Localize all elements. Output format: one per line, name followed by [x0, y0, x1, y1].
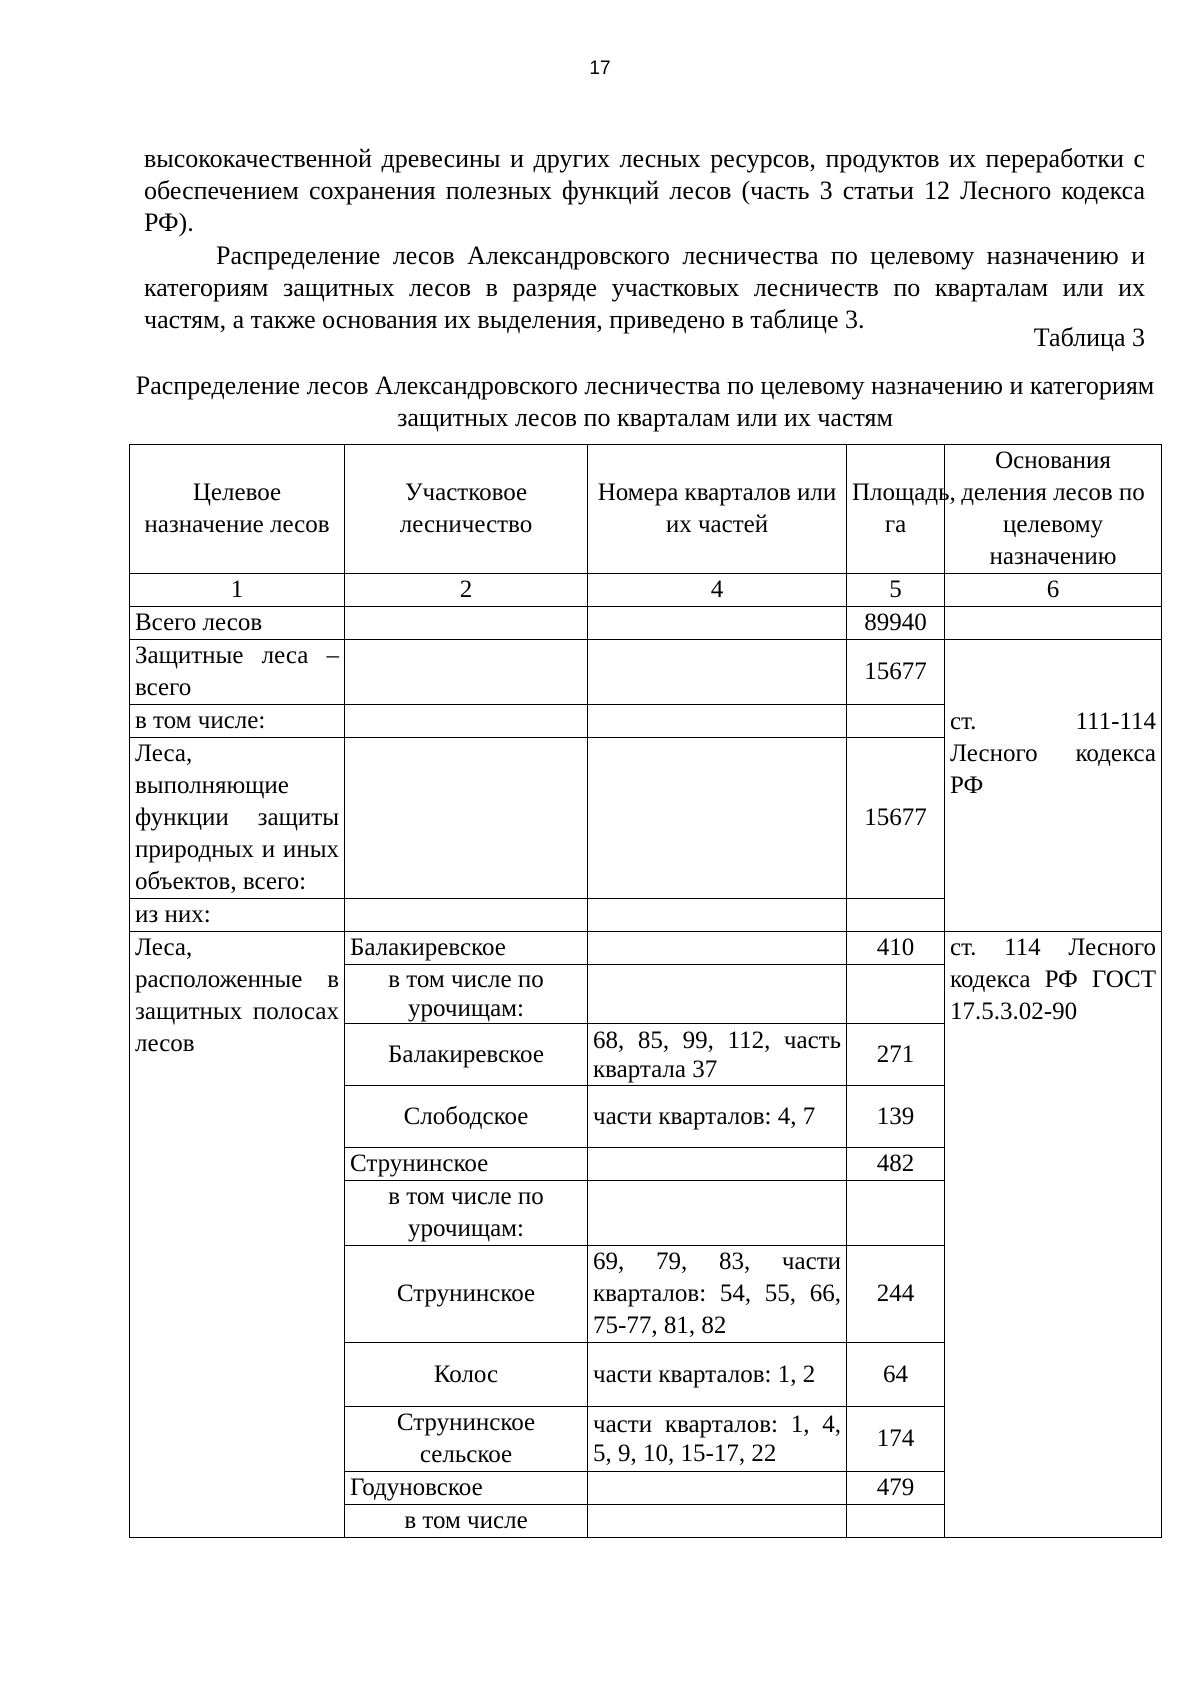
- area-cell: [847, 965, 945, 1024]
- basis-protective-strips: ст. 114 Лесного кодекса РФ ГОСТ 17.5.3.02-90: [945, 932, 1162, 1538]
- row-label-protective: Защитные леса – всего: [130, 640, 345, 705]
- district-cell: Струнинское: [345, 1148, 588, 1181]
- paragraph-distribution: Распределение лесов Александровского лесничества по целевому назначению и категориям защитных лесов в разряде участковых лесничеств по кварталам или их частям, а также основания их выделения, приведено в таблице 3.: [144, 241, 1145, 334]
- column-number-row: [130, 574, 1162, 607]
- basis-text: ст. 111-114 Лесного кодекса РФ: [950, 708, 1156, 799]
- empty-cell: [945, 607, 1162, 640]
- empty-cell: [345, 705, 588, 738]
- empty-cell: [588, 640, 847, 705]
- quarters-cell: части кварталов: 1, 2: [588, 1343, 847, 1407]
- table-row: [130, 640, 1162, 705]
- area-cell: 271: [847, 1024, 945, 1086]
- quarters-cell: [588, 965, 847, 1024]
- quarters-cell: части кварталов: 4, 7: [588, 1086, 847, 1148]
- table-title: Распределение лесов Александровского лесничества по целевому назначению и категориям защитных лесов по кварталам или их частям: [135, 371, 1155, 432]
- district-cell: Колос: [345, 1343, 588, 1407]
- empty-cell: [588, 607, 847, 640]
- row-label-including: в том числе:: [130, 705, 345, 738]
- quarters-cell: [588, 1181, 847, 1246]
- column-number: 5: [847, 574, 945, 607]
- header-purpose: Целевое назначение лесов: [130, 445, 345, 574]
- empty-cell: [588, 738, 847, 899]
- column-number: 2: [345, 574, 588, 607]
- area-cell: 410: [847, 932, 945, 965]
- area-cell: 139: [847, 1086, 945, 1148]
- district-cell: Струнинское: [345, 1246, 588, 1343]
- header-district: Участковое лесничество: [345, 445, 588, 574]
- basis-cell: [945, 640, 1162, 932]
- row-label-total: Всего лесов: [130, 607, 345, 640]
- district-cell: в том числе по урочищам:: [345, 1181, 588, 1246]
- quarters-cell: [588, 932, 847, 965]
- empty-cell: [588, 899, 847, 932]
- district-cell: Струнинское сельское: [345, 1407, 588, 1472]
- column-number: 6: [945, 574, 1162, 607]
- header-quarters: Номера кварталов или их частей: [588, 445, 847, 574]
- header-area: Площадь, га: [847, 445, 945, 574]
- row-label-protective-functions: Леса, выполняющие функции защиты природных и иных объектов, всего:: [130, 738, 345, 899]
- table-label: Таблица 3: [1033, 323, 1145, 352]
- quarters-cell: [588, 1505, 847, 1538]
- district-cell: Слободское: [345, 1086, 588, 1148]
- area-total: 89940: [847, 607, 945, 640]
- empty-cell: [345, 640, 588, 705]
- district-cell: Балакиревское: [345, 932, 588, 965]
- empty-cell: [345, 899, 588, 932]
- area-cell: 244: [847, 1246, 945, 1343]
- row-label-of-them: из них:: [130, 899, 345, 932]
- district-cell: Годуновское: [345, 1472, 588, 1505]
- quarters-cell: [588, 1472, 847, 1505]
- area-cell: 174: [847, 1407, 945, 1472]
- row-label-protective-strips: Леса, расположенные в защитных полосах лесов: [130, 932, 345, 1538]
- empty-cell: [345, 607, 588, 640]
- table-row: [130, 607, 1162, 640]
- empty-cell: [847, 899, 945, 932]
- area-cell: [847, 1181, 945, 1246]
- district-cell: в том числе по урочищам:: [345, 965, 588, 1024]
- quarters-cell: 69, 79, 83, части кварталов: 54, 55, 66, 75-77, 81, 82: [588, 1246, 847, 1343]
- area-cell: 482: [847, 1148, 945, 1181]
- area-cell: [847, 1505, 945, 1538]
- column-number: 1: [130, 574, 345, 607]
- header-basis: Основания деления лесов по целевому назначению: [945, 445, 1162, 574]
- page-number: 17: [589, 58, 611, 79]
- table-header-row: [130, 445, 1162, 574]
- table-row: [130, 932, 1162, 965]
- forest-distribution-table: [129, 444, 1162, 1538]
- area-cell: 64: [847, 1343, 945, 1407]
- quarters-cell: 68, 85, 99, 112, часть квартала 37: [588, 1024, 847, 1086]
- area-protective: 15677: [847, 640, 945, 705]
- paragraph-continuation: высококачественной древесины и других лесных ресурсов, продуктов их переработки с обеспечением сохранения полезных функций лесов (часть 3 статьи 12 Лесного кодекса РФ).: [144, 144, 1145, 237]
- district-cell: Балакиревское: [345, 1024, 588, 1086]
- empty-cell: [847, 705, 945, 738]
- column-number: 4: [588, 574, 847, 607]
- area-protective-functions: 15677: [847, 738, 945, 899]
- district-cell: в том числе: [345, 1505, 588, 1538]
- empty-cell: [345, 738, 588, 899]
- quarters-cell: части кварталов: 1, 4, 5, 9, 10, 15-17, 22: [588, 1407, 847, 1472]
- area-cell: 479: [847, 1472, 945, 1505]
- quarters-cell: [588, 1148, 847, 1181]
- empty-cell: [588, 705, 847, 738]
